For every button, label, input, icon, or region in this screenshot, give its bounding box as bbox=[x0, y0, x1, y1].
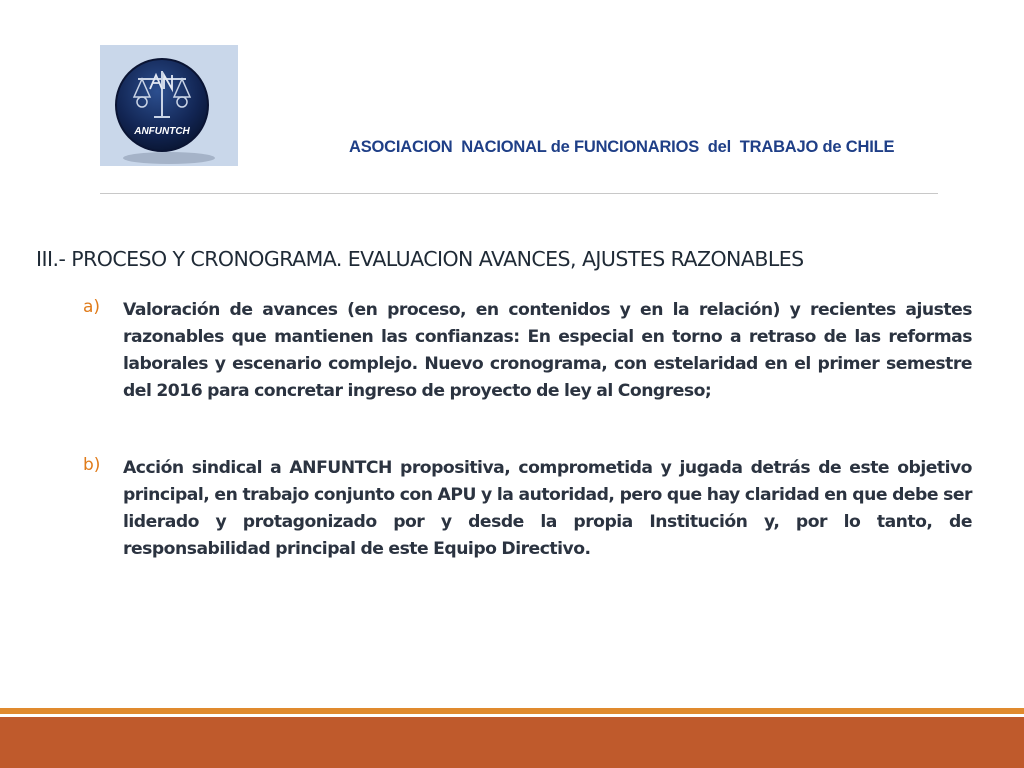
logo-text: ANFUNTCH bbox=[134, 126, 190, 137]
footer-accent-line bbox=[0, 708, 1024, 714]
organization-name: ASOCIACION NACIONAL de FUNCIONARIOS del TRABAJO de CHILE bbox=[349, 138, 895, 156]
list-item-marker: a) bbox=[83, 297, 101, 317]
footer-band bbox=[0, 717, 1024, 768]
list-item-marker: b) bbox=[83, 455, 101, 475]
section-title: III.- PROCESO Y CRONOGRAMA. EVALUACION AVANCES, AJUSTES RAZONABLES bbox=[36, 247, 804, 271]
list-item-text: Acción sindical a ANFUNTCH propositiva, comprometida y jugada detrás de este objetivo principal, en trabajo conjunto con APU y la autoridad, pero que hay claridad en que debe ser liderado y protagonizado por y desde la propia Institución y, por lo tanto, de responsabilidad principal de este Equipo Directivo. bbox=[123, 458, 972, 559]
anfuntch-seal-icon bbox=[100, 45, 238, 166]
list-item-text: Valoración de avances (en proceso, en contenidos y en la relación) y recientes ajustes razonables que mantienen las confianzas: En especial en torno a retraso de las reformas laborales y escenario complejo. Nuevo cronograma, con estelaridad en el primer semestre del 2016 para concretar ingreso de proyecto de ley al Congreso; bbox=[123, 300, 972, 401]
logo bbox=[100, 45, 238, 166]
list-item bbox=[83, 455, 972, 563]
header-divider bbox=[100, 193, 938, 194]
list-item bbox=[83, 297, 972, 405]
